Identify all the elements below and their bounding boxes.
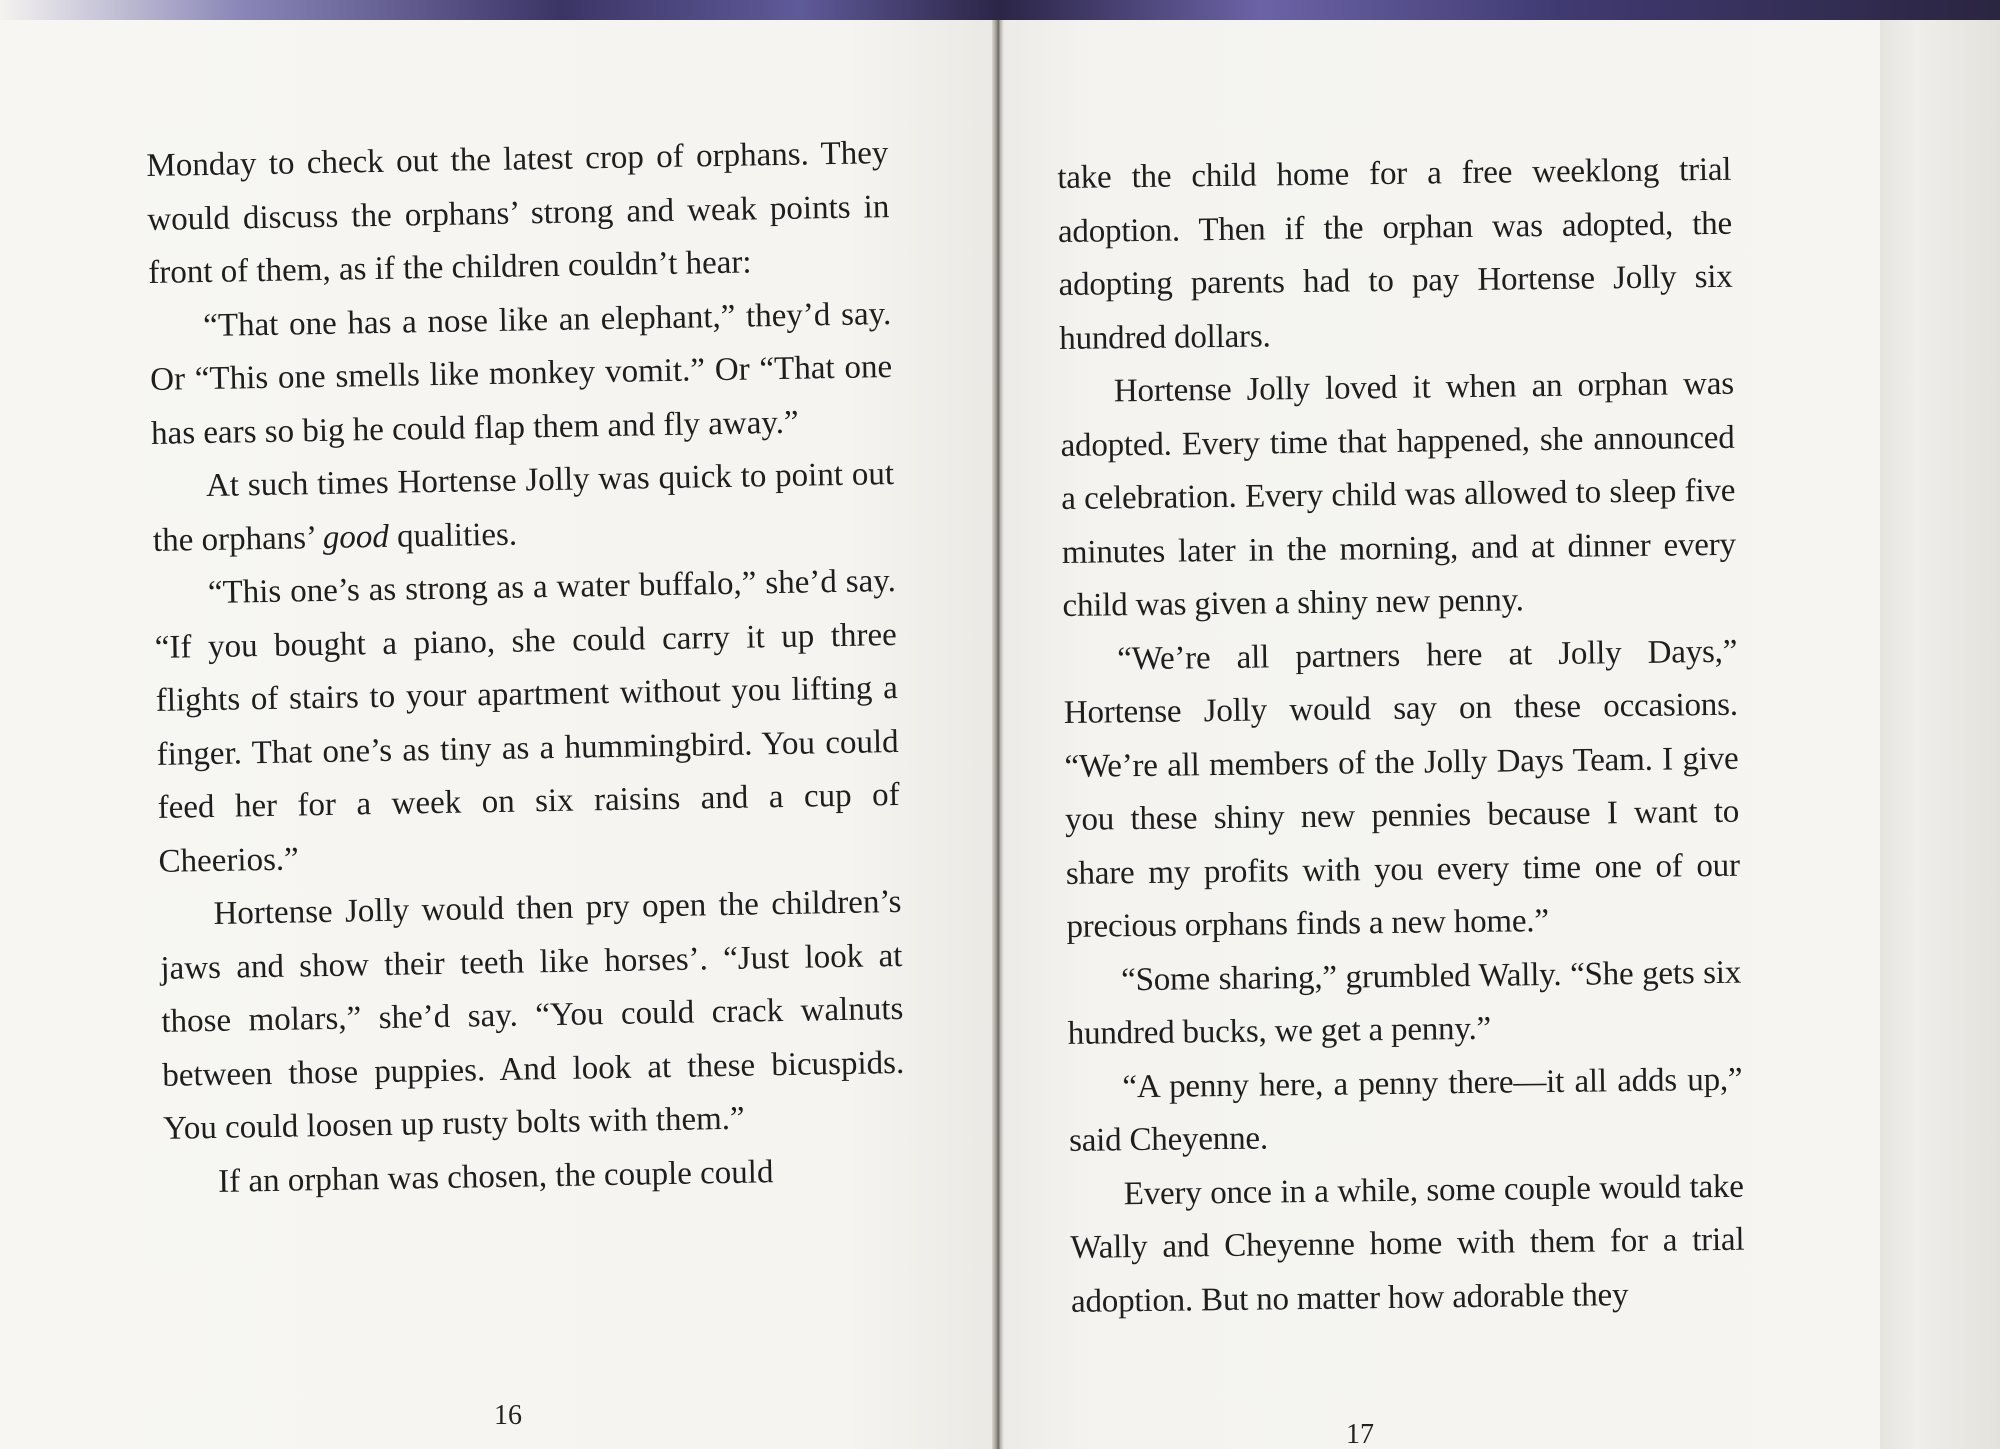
paragraph: Hortense Jolly would then pry open the children’s jaws and show their teeth like horses’. “Just look at those molars,” she’d say. “You could crack walnuts between those puppies. And look at these bicuspids. You could loosen up rusty bolts with them.” bbox=[160, 883, 905, 1147]
paragraph-text: At such times Hortense Jolly was quick to point out the orphans’ bbox=[152, 456, 895, 559]
paragraph: “That one has a nose like an elephant,” they’d say. Or “This one smells like monkey vomit.” Or “That one has ears so big he could flap them and fly away.” bbox=[149, 295, 893, 452]
paragraph: “Some sharing,” grumbled Wally. “She gets six hundred bucks, we get a penny.” bbox=[1067, 954, 1742, 1052]
page-number: 16 bbox=[494, 1400, 522, 1431]
paragraph: Every once in a while, some couple would take Wally and Cheyenne home with them for a trial adoption. But no matter how adorable they bbox=[1070, 1168, 1745, 1320]
paragraph bbox=[152, 448, 896, 568]
left-page-text bbox=[146, 127, 907, 1210]
paragraph: take the child home for a free weeklong trial adoption. Then if the orphan was adopted, the adopting parents had to pay Hortense Jolly six hundred dollars. bbox=[1057, 151, 1733, 357]
paragraph: Hortense Jolly loved it when an orphan was adopted. Every time that happened, she announced a celebration. Every child was allowed to sleep five minutes later in the morning, and at dinner every child was given a shiny new penny. bbox=[1060, 365, 1737, 624]
paragraph: “We’re all partners here at Jolly Days,” Hortense Jolly would say on these occasions. “We’re all members of the Jolly Days Team. I give you these shiny new pennies because I want to share my profits with you every time one of our precious orphans finds a new home.” bbox=[1063, 633, 1740, 945]
paragraph: Monday to check out the latest crop of orphans. They would discuss the orphans’ strong and weak points in front of them, as if the children couldn’t hear: bbox=[146, 135, 890, 291]
book-gutter bbox=[992, 20, 1004, 1449]
cover-edge-strip bbox=[0, 0, 2000, 20]
paragraph: If an orphan was chosen, the couple could bbox=[217, 1153, 774, 1200]
page-edge bbox=[1880, 20, 2000, 1449]
paragraph: “A penny here, a penny there—it all adds up,” said Cheyenne. bbox=[1068, 1061, 1743, 1159]
emphasized-word: good bbox=[322, 518, 390, 556]
paragraph-text: qualities. bbox=[388, 516, 518, 555]
page-number: 17 bbox=[1346, 1419, 1374, 1449]
right-page-text bbox=[1057, 144, 1745, 1329]
paragraph: “This one’s as strong as a water buffalo,” she’d say. “If you bought a piano, she could carry it up three flights of stairs to your apartment without you lifting a finger. That one’s as tiny as a hummingbird. You could feed her for a week on six raisins and a cup of Cheerios.” bbox=[154, 562, 900, 880]
